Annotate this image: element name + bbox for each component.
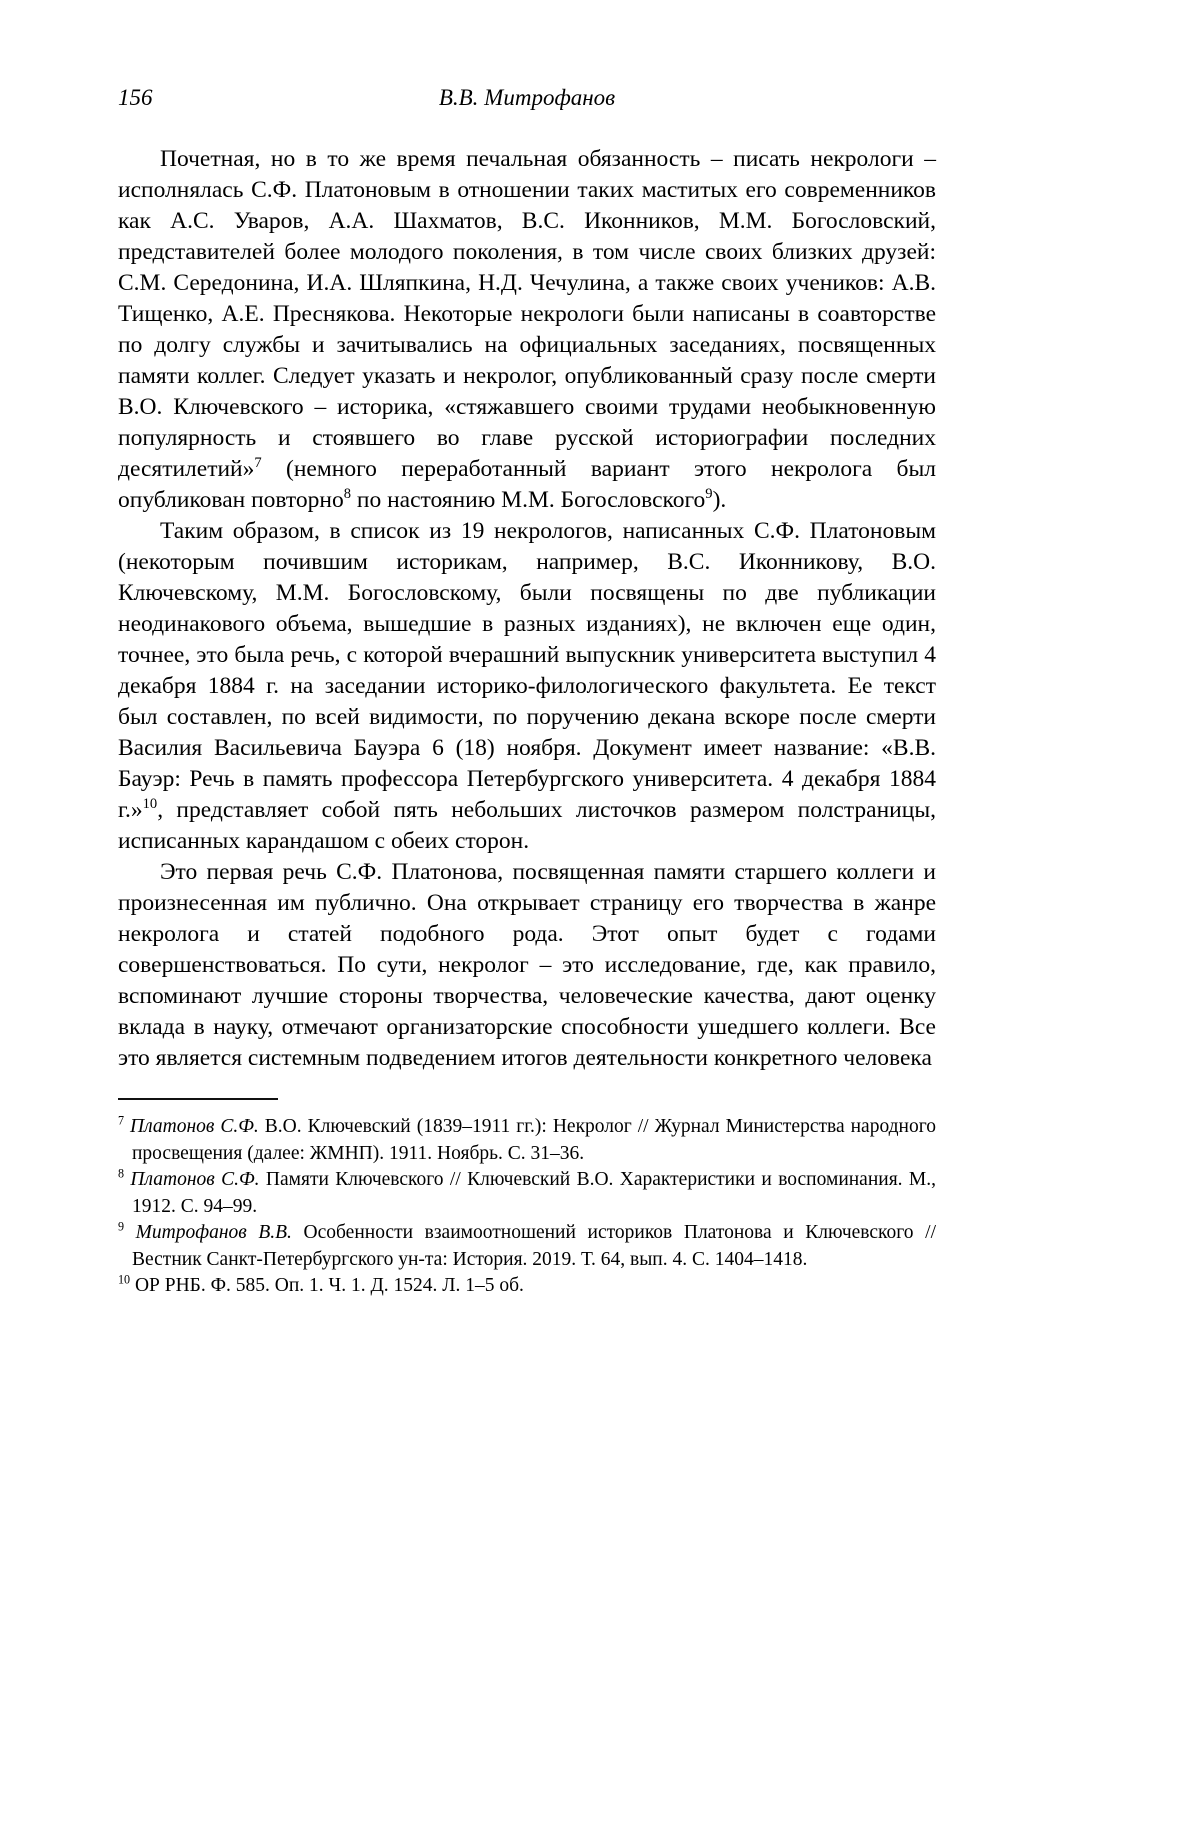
footnote-number: 7 <box>118 1113 125 1128</box>
page-header <box>118 84 936 116</box>
text-run: (немного переработанный вариант этого некролога был опубликован повторно <box>118 456 936 513</box>
footnote <box>118 1114 936 1167</box>
body-paragraph <box>118 144 936 516</box>
footnote <box>118 1273 936 1300</box>
text-run: по настоянию М.М. Богословского <box>351 487 706 513</box>
footnote-marker: 9 <box>705 486 713 503</box>
italic-text-run: Платонов С.Ф. <box>130 1169 260 1190</box>
text-run: Это первая речь С.Ф. Платонова, посвященная памяти старшего коллеги и произнесенная им публично. Она открывает страницу его творчества в жанре некролога и статей подобного рода. Этот опыт будет с годами совершенствоваться. По сути, некролог – это исследование, где, как правило, вспоминают лучшие стороны творчества, человеческие качества, дают оценку вклада в науку, отмечают организаторские способности ушедшего коллеги. Все это является системным подведением итогов деятельности конкретного человека <box>118 859 936 1071</box>
footnote-marker: 7 <box>254 455 262 472</box>
footnote <box>118 1220 936 1273</box>
footnote-separator-rule <box>118 1098 278 1100</box>
footnote <box>118 1167 936 1220</box>
text-run: , представляет собой пять небольших листочков размером полстраницы, исписанных карандашом с обеих сторон. <box>118 797 936 854</box>
italic-text-run: Митрофанов В.В. <box>135 1222 292 1243</box>
text-run: В.О. Ключевский (1839–1911 гг.): Некролог // Журнал Министерства народного просвещения (далее: ЖМНП). 1911. Ноябрь. С. 31–36. <box>132 1116 937 1164</box>
footnote-number: 8 <box>118 1166 125 1181</box>
text-run: ОР РНБ. Ф. 585. Оп. 1. Ч. 1. Д. 1524. Л. 1–5 об. <box>134 1275 524 1296</box>
body-paragraph <box>118 516 936 857</box>
body-paragraph <box>118 857 936 1074</box>
text-run: Таким образом, в список из 19 некрологов, написанных С.Ф. Платоновым (некоторым почившим историкам, например, В.С. Иконникову, В.О. Ключевскому, М.М. Богословскому, были посвящены по две публикации неодинакового объема, вышедшие в разных изданиях), не включен еще один, точнее, это была речь, с которой вчерашний выпускник университета выступил 4 декабря 1884 г. на заседании историко-филологического факультета. Ее текст был составлен, по всей видимости, по поручению декана вскоре после смерти Василия Васильевича Бауэра 6 (18) ноября. Документ имеет название: «В.В. Бауэр: Речь в память профессора Петербургского университета. 4 декабря 1884 г.» <box>118 518 936 823</box>
running-title: В.В. Митрофанов <box>438 85 616 110</box>
text-block <box>118 84 936 1300</box>
italic-text-run: Платонов С.Ф. <box>130 1116 259 1137</box>
footnote-marker: 8 <box>343 486 351 503</box>
text-run: ). <box>712 487 727 513</box>
text-run: Особенности взаимоотношений историков Платонова и Ключевского // Вестник Санкт-Петербургского ун-та: История. 2019. Т. 64, вып. 4. С. 1404–1418. <box>132 1222 936 1270</box>
footnotes-list <box>118 1114 936 1300</box>
text-run: Почетная, но в то же время печальная обязанность – писать некрологи – исполнялась С.Ф. Платоновым в отношении таких маститых его современников как А.С. Уваров, А.А. Шахматов, В.С. Иконников, М.М. Богословский, представителей более молодого поколения, в том числе своих близких друзей: С.М. Середонина, И.А. Шляпкина, Н.Д. Чечулина, а также своих учеников: А.В. Тищенко, А.Е. Преснякова. Некоторые некрологи были написаны в соавторстве по долгу службы и зачитывались на официальных заседаниях, посвященных памяти коллег. Следует указать и некролог, опубликованный сразу после смерти В.О. Ключевского – историка, «стяжавшего своими трудами необыкновенную популярность и стоявшего во главе русской историографии последних десятилетий» <box>118 146 936 482</box>
page-number: 156 <box>118 85 153 110</box>
body-text <box>118 144 936 1074</box>
footnote-number: 10 <box>118 1272 131 1287</box>
footnote-marker: 10 <box>142 796 158 813</box>
footnote-number: 9 <box>118 1219 125 1234</box>
text-run: Памяти Ключевского // Ключевский В.О. Характеристики и воспоминания. М., 1912. С. 94–99. <box>132 1169 937 1217</box>
